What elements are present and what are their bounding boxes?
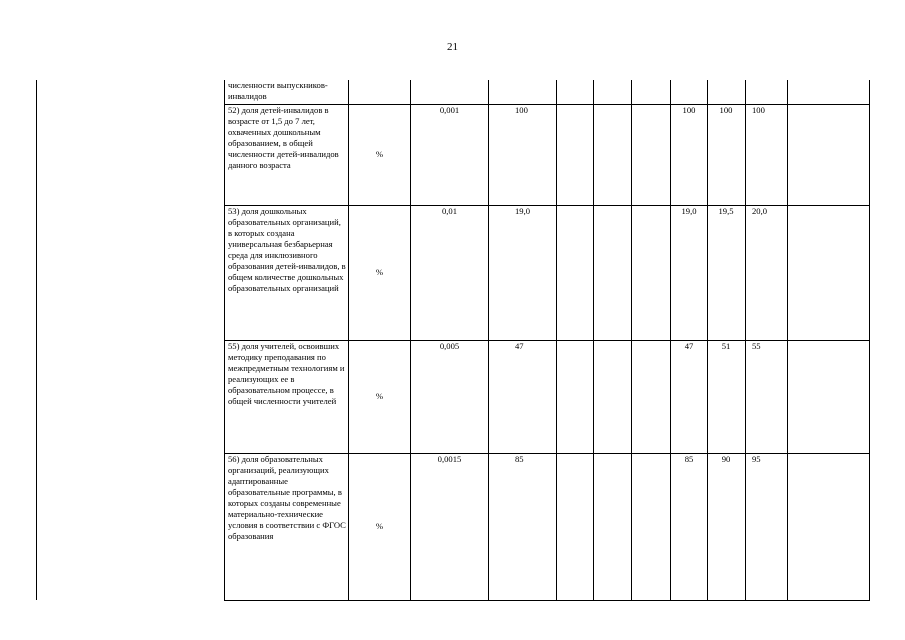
- empty-cell: [557, 340, 594, 453]
- indicator-cell: 52) доля детей-инвалидов в возрасте от 1,5 до 7 лет, охваченных дошкольным образованием, в общей численности детей-инвалидов данного возраста: [225, 104, 349, 205]
- year2-value-cell: 100: [708, 104, 746, 205]
- indicator-cell: численности выпускников-инвалидов: [225, 80, 349, 104]
- table-row: [225, 80, 870, 104]
- last-empty-cell: [788, 104, 870, 205]
- year1-value-cell: 19,0: [671, 205, 708, 340]
- page-number: 21: [447, 41, 458, 53]
- indicator-cell: 56) доля образовательных организаций, реализующих адаптированные образовательные программы, в которых созданы современные материально-технические условия в соответствии с ФГОС образования: [225, 453, 349, 600]
- unit-cell: %: [349, 453, 411, 600]
- empty-cell: [632, 80, 671, 104]
- last-empty-cell: [788, 80, 870, 104]
- year1-value-cell: 85: [671, 453, 708, 600]
- last-empty-cell: [788, 340, 870, 453]
- base-value-cell: [489, 80, 557, 104]
- empty-cell: [594, 453, 632, 600]
- year3-value-cell: 95: [746, 453, 788, 600]
- weight-cell: [411, 80, 489, 104]
- empty-cell: [594, 340, 632, 453]
- table-row: [225, 453, 870, 600]
- base-value-cell: 47: [489, 340, 557, 453]
- base-value-cell: 19,0: [489, 205, 557, 340]
- indicator-cell: 55) доля учителей, освоивших методику преподавания по межпредметным технологиям и реализующих ее в образовательном процессе, в общей численности учителей: [225, 340, 349, 453]
- unit-cell: [349, 80, 411, 104]
- weight-cell: 0,005: [411, 340, 489, 453]
- table-row: [225, 340, 870, 453]
- year2-value-cell: 19,5: [708, 205, 746, 340]
- last-empty-cell: [788, 205, 870, 340]
- empty-cell: [632, 340, 671, 453]
- indicator-cell: 53) доля дошкольных образовательных организаций, в которых создана универсальная безбарьерная среда для инклюзивного образования детей-инвалидов, в общем количестве дошкольных образовательных организаций: [225, 205, 349, 340]
- year1-value-cell: 100: [671, 104, 708, 205]
- unit-cell: %: [349, 340, 411, 453]
- year3-value-cell: 100: [746, 104, 788, 205]
- empty-cell: [594, 80, 632, 104]
- table-row: [225, 104, 870, 205]
- empty-cell: [632, 453, 671, 600]
- year1-value-cell: [671, 80, 708, 104]
- year2-value-cell: [708, 80, 746, 104]
- base-value-cell: 100: [489, 104, 557, 205]
- year2-value-cell: 90: [708, 453, 746, 600]
- year3-value-cell: 20,0: [746, 205, 788, 340]
- empty-cell: [632, 104, 671, 205]
- unit-cell: %: [349, 104, 411, 205]
- weight-cell: 0,001: [411, 104, 489, 205]
- year3-value-cell: [746, 80, 788, 104]
- last-empty-cell: [788, 453, 870, 600]
- weight-cell: 0,0015: [411, 453, 489, 600]
- empty-cell: [594, 104, 632, 205]
- empty-cell: [594, 205, 632, 340]
- year2-value-cell: 51: [708, 340, 746, 453]
- unit-cell: %: [349, 205, 411, 340]
- weight-cell: 0,01: [411, 205, 489, 340]
- table-row: [225, 205, 870, 340]
- empty-cell: [557, 104, 594, 205]
- empty-cell: [557, 453, 594, 600]
- year3-value-cell: 55: [746, 340, 788, 453]
- empty-cell: [557, 205, 594, 340]
- indicators-table: [224, 80, 870, 601]
- base-value-cell: 85: [489, 453, 557, 600]
- empty-cell: [632, 205, 671, 340]
- left-border-rule: [36, 80, 37, 600]
- year1-value-cell: 47: [671, 340, 708, 453]
- empty-cell: [557, 80, 594, 104]
